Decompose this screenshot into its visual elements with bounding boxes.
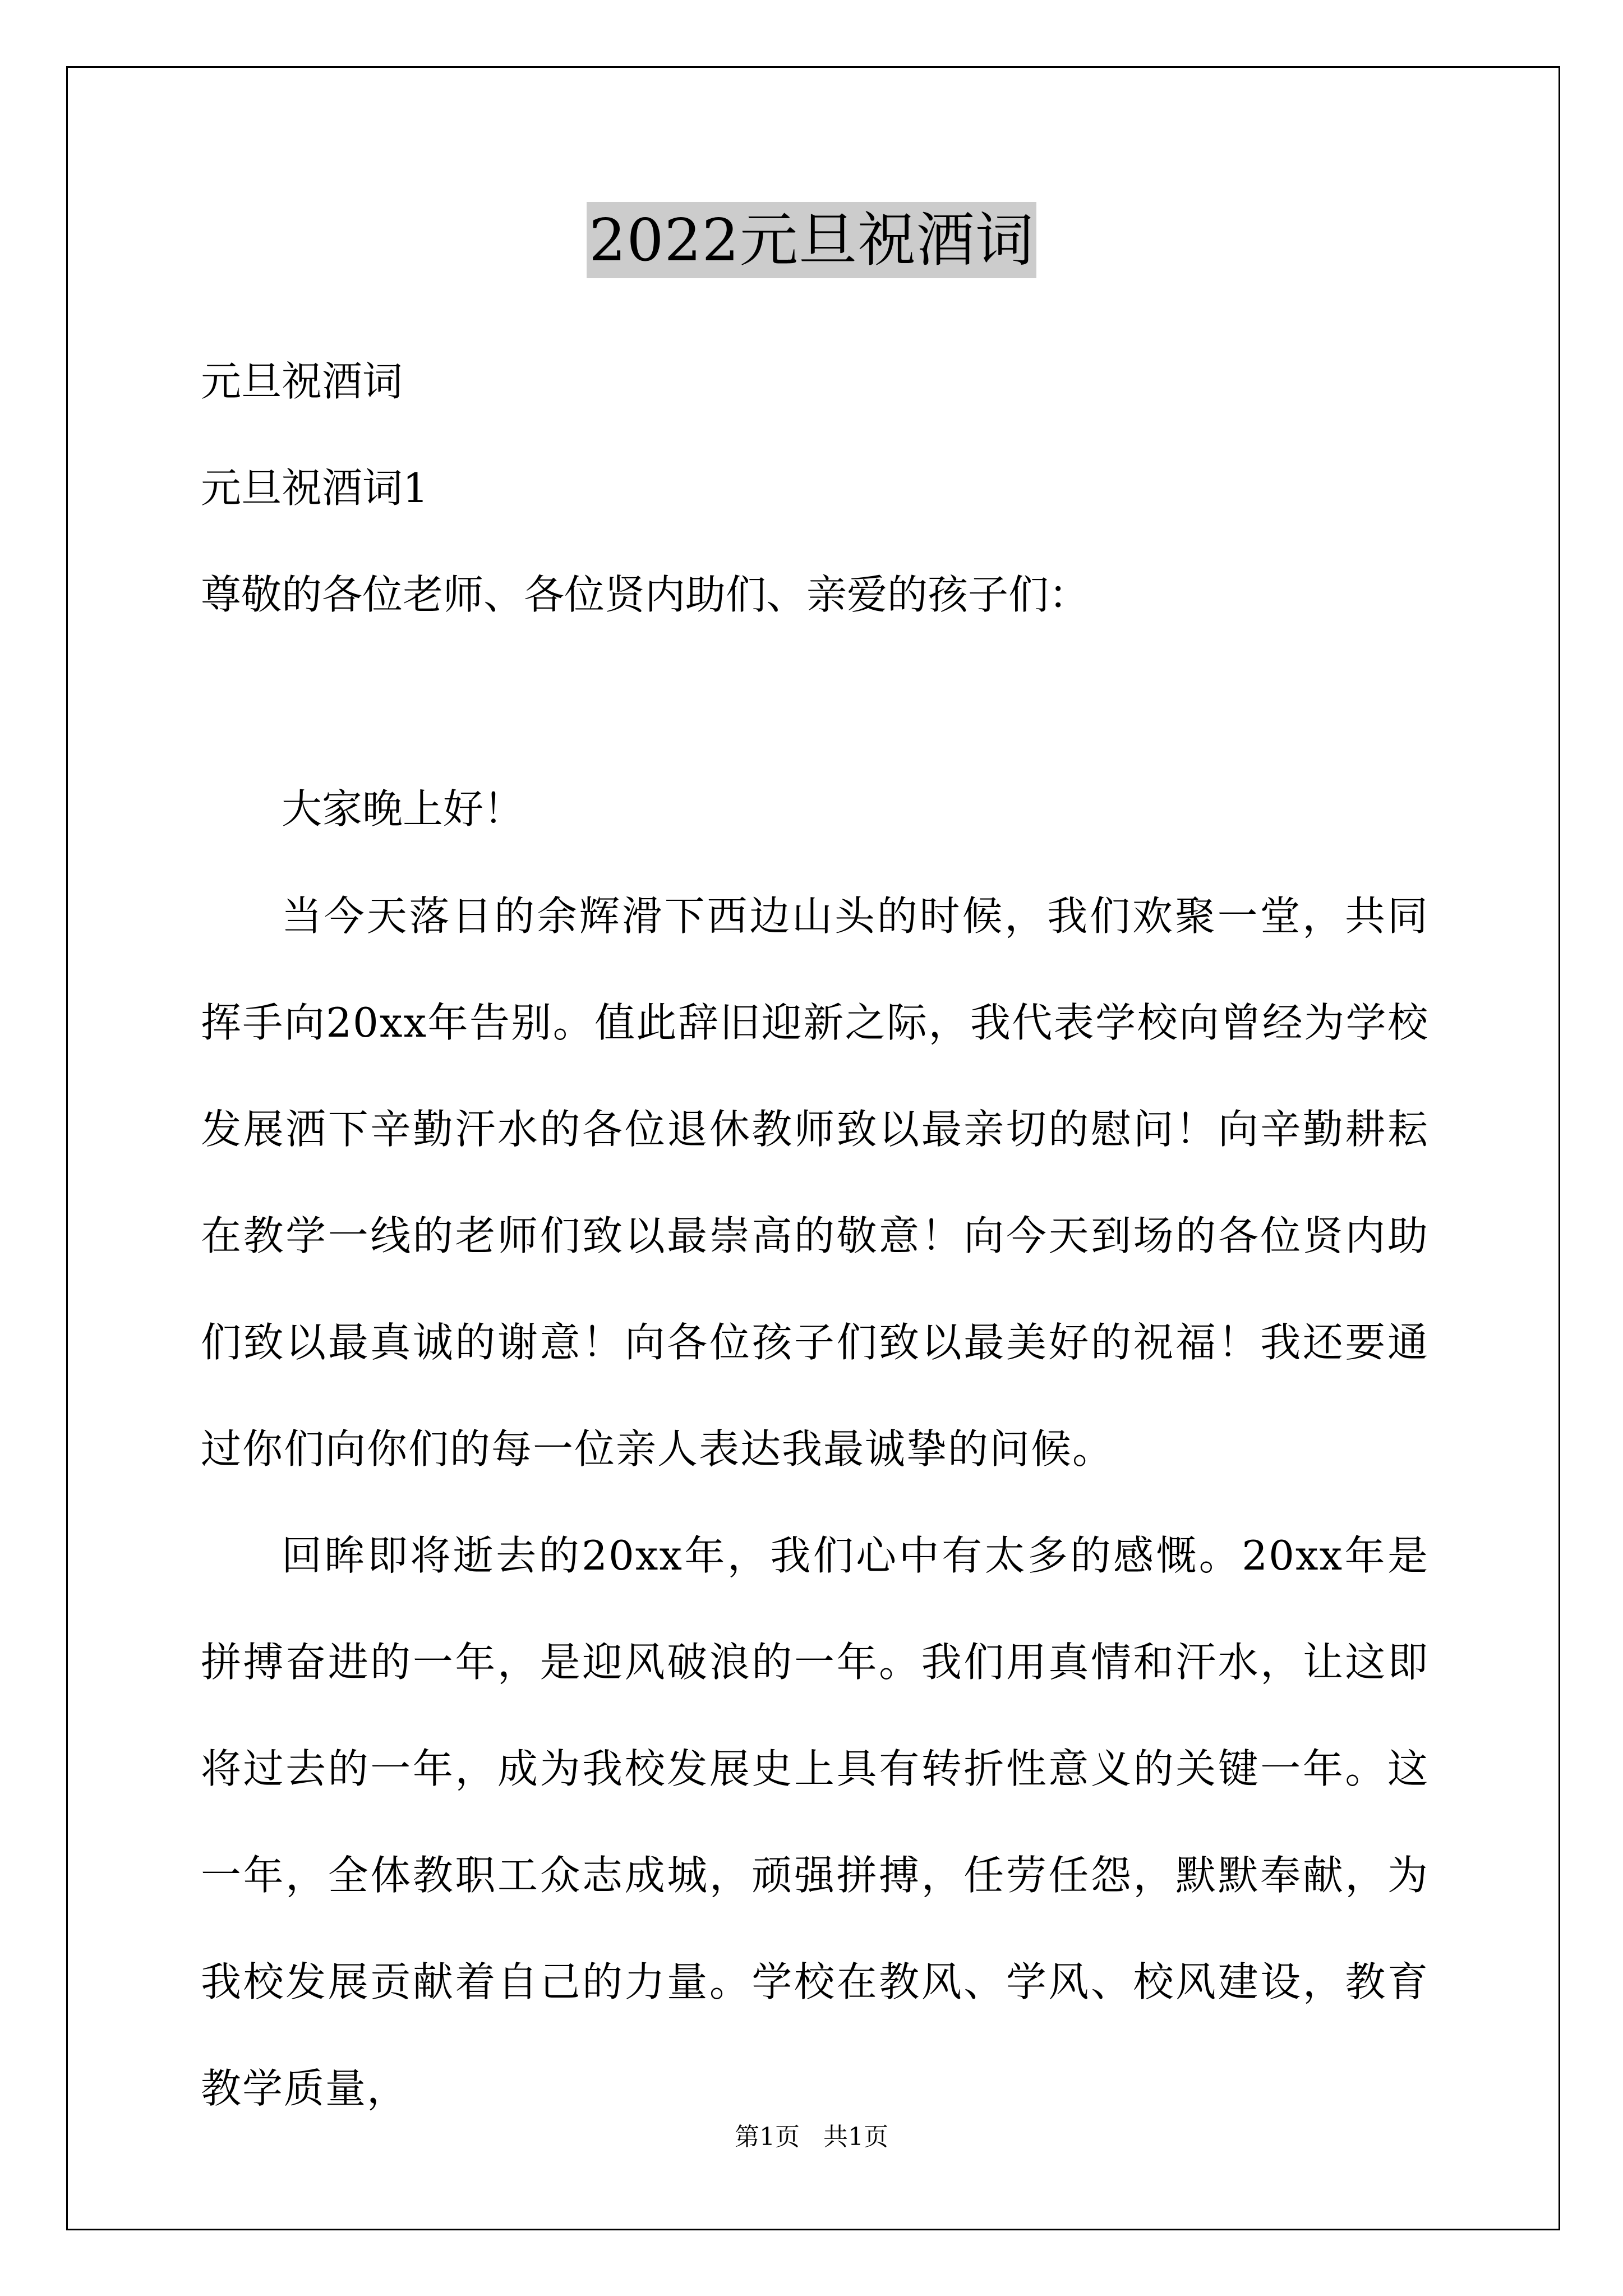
page-footer: 第1页 共1页: [735, 2123, 888, 2151]
salutation: 尊敬的各位老师、各位贤内助们、亲爱的孩子们：: [201, 571, 1090, 618]
title-container: [0, 202, 1623, 278]
document-title: 2022元旦祝酒词: [587, 202, 1036, 278]
body-paragraph-2: 回眸即将逝去的20xx年，我们心中有太多的感慨。20xx年是拼搏奋进的一年，是迎风破浪的一年。我们用真情和汗水，让这即将过去的一年，成为我校发展史上具有转折性意义的关键一年。这一年，全体教职工众志成城，顽强拼搏，任劳任怨，默默奉献，为我校发展贡献着自己的力量。学校在教风、学风、校风建设，教育教学质量，: [201, 1532, 1429, 2112]
body-paragraph-1: 当今天落日的余辉滑下西边山头的时候，我们欢聚一堂，共同挥手向20xx年告别。值此辞旧迎新之际，我代表学校向曾经为学校发展洒下辛勤汗水的各位退休教师致以最亲切的慰问！向辛勤耕耘在教学一线的老师们致以最崇高的敬意！向今天到场的各位贤内助们致以最真诚的谢意！向各位孩子们致以最美好的祝福！我还要通过你们向你们的每一位亲人表达我最诚挚的问候。: [201, 892, 1429, 1473]
heading-2: 元旦祝酒词1: [201, 464, 428, 512]
heading-1: 元旦祝酒词: [201, 358, 403, 405]
greeting: 大家晚上好！: [282, 785, 524, 832]
